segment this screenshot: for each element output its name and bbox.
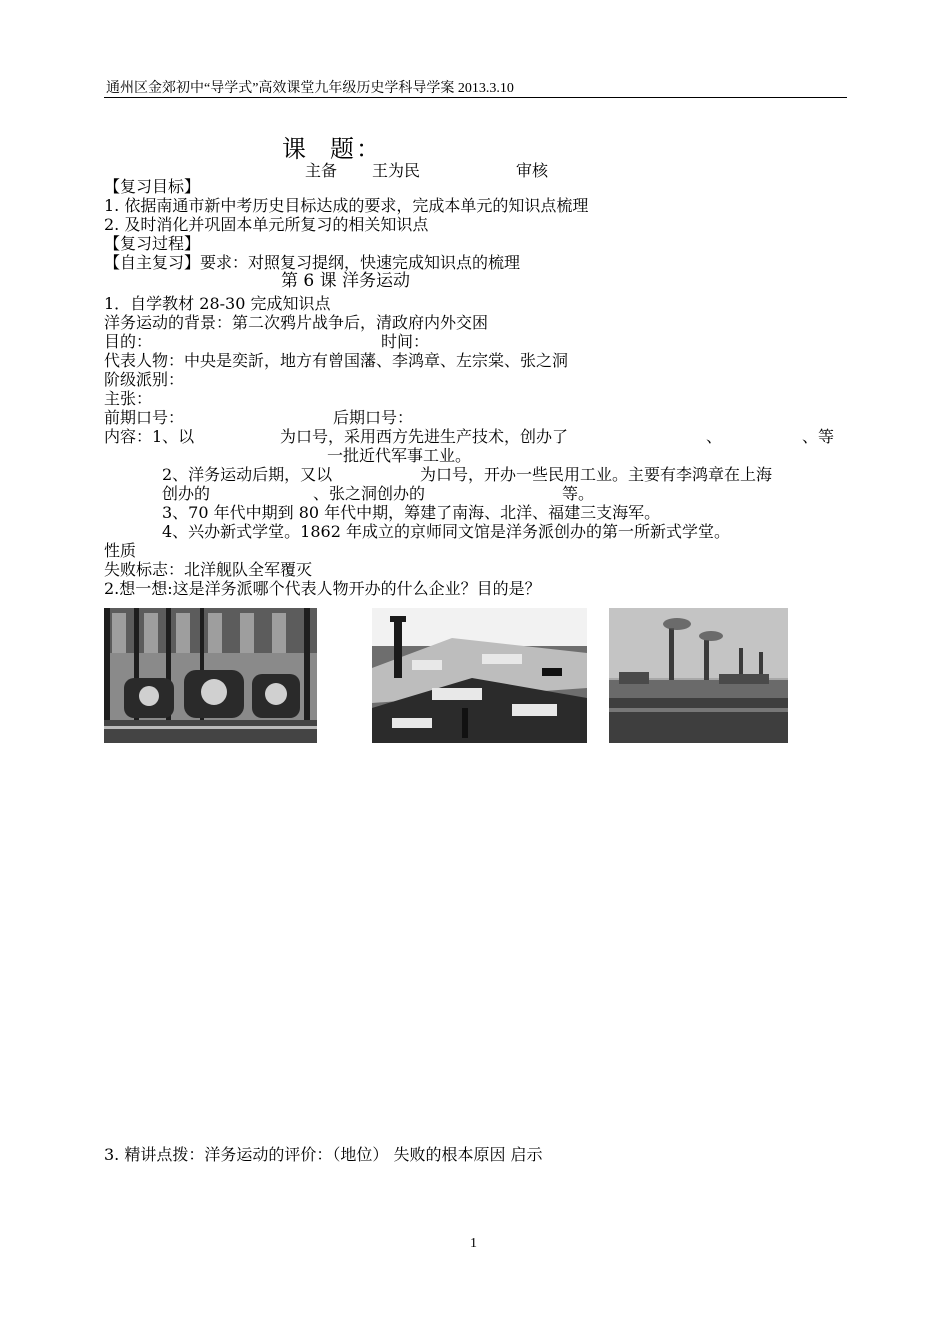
prepared-by-label: 主备 xyxy=(305,161,338,180)
content-1-middle: 为口号，采用西方先进生产技术，创办了 xyxy=(280,427,569,446)
page-number: 1 xyxy=(470,1236,477,1251)
failure-mark: 失败标志：北洋舰队全军覆灭 xyxy=(104,560,313,579)
review-goal-heading: 【复习目标】 xyxy=(104,177,201,196)
self-review-requirement: 【自主复习】要求：对照复习提纲，快速完成知识点的梳理 xyxy=(104,253,521,272)
factory-interior-photo xyxy=(104,608,317,743)
review-process-heading: 【复习过程】 xyxy=(104,234,201,253)
time-field: 时间： xyxy=(381,332,430,351)
content-1-start: 内容：1、以 xyxy=(104,427,195,446)
content-2-middle: 为口号，开办一些民用工业。主要有李鸿章在上海 xyxy=(420,465,773,484)
header-divider xyxy=(104,97,847,98)
think-question: 2.想一想:这是洋务派哪个代表人物开办的什么企业？目的是？ xyxy=(104,579,541,598)
aerial-factory-photo xyxy=(372,608,587,743)
content-1-sep: 、 xyxy=(706,427,723,446)
title-label-2: 题： xyxy=(330,135,382,163)
prepared-by-name: 王为民 xyxy=(372,161,421,180)
content-2-created: 创办的 xyxy=(162,484,211,503)
step-1: 1．自学教材 28-30 完成知识点 xyxy=(104,294,331,313)
purpose-field: 目的： xyxy=(104,332,153,351)
content-1-end: 、等 xyxy=(802,427,835,446)
background: 洋务运动的背景：第二次鸦片战争后，清政府内外交困 xyxy=(104,313,489,332)
content-2-zhang: 、张之洞创办的 xyxy=(313,484,426,503)
lesson-title: 第 6 课 洋务运动 xyxy=(281,271,411,291)
nature-field: 性质 xyxy=(104,541,137,560)
content-2-end: 等。 xyxy=(562,484,595,503)
page-header: 通州区金郊初中“导学式”高效课堂九年级历史学科导学案 2013.3.10 xyxy=(106,81,514,96)
reviewed-by-label: 审核 xyxy=(516,161,549,180)
goal-1: 1. 依据南通市新中考历史目标达成的要求，完成本单元的知识点梳理 xyxy=(104,196,589,215)
explain-point: 3. 精讲点拨：洋务运动的评价：（地位） 失败的根本原因 启示 xyxy=(104,1145,543,1164)
late-slogan-field: 后期口号： xyxy=(333,408,414,427)
title-label-1: 课 xyxy=(282,135,308,163)
content-3: 3、70 年代中期到 80 年代中期，筹建了南海、北洋、福建三支海军。 xyxy=(162,503,661,522)
content-1-tail: 一批近代军事工业。 xyxy=(327,446,472,465)
smokestack-factory-photo xyxy=(609,608,788,743)
early-slogan-field: 前期口号： xyxy=(104,408,185,427)
goal-2: 2. 及时消化并巩固本单元所复习的相关知识点 xyxy=(104,215,429,234)
claim-field: 主张： xyxy=(104,389,153,408)
content-2-start: 2、洋务运动后期，又以 xyxy=(162,465,333,484)
content-4: 4、兴办新式学堂。1862 年成立的京师同文馆是洋务派创办的第一所新式学堂。 xyxy=(162,522,730,541)
faction-field: 阶级派别： xyxy=(104,370,185,389)
representatives: 代表人物：中央是奕訢，地方有曾国藩、李鸿章、左宗棠、张之洞 xyxy=(104,351,569,370)
